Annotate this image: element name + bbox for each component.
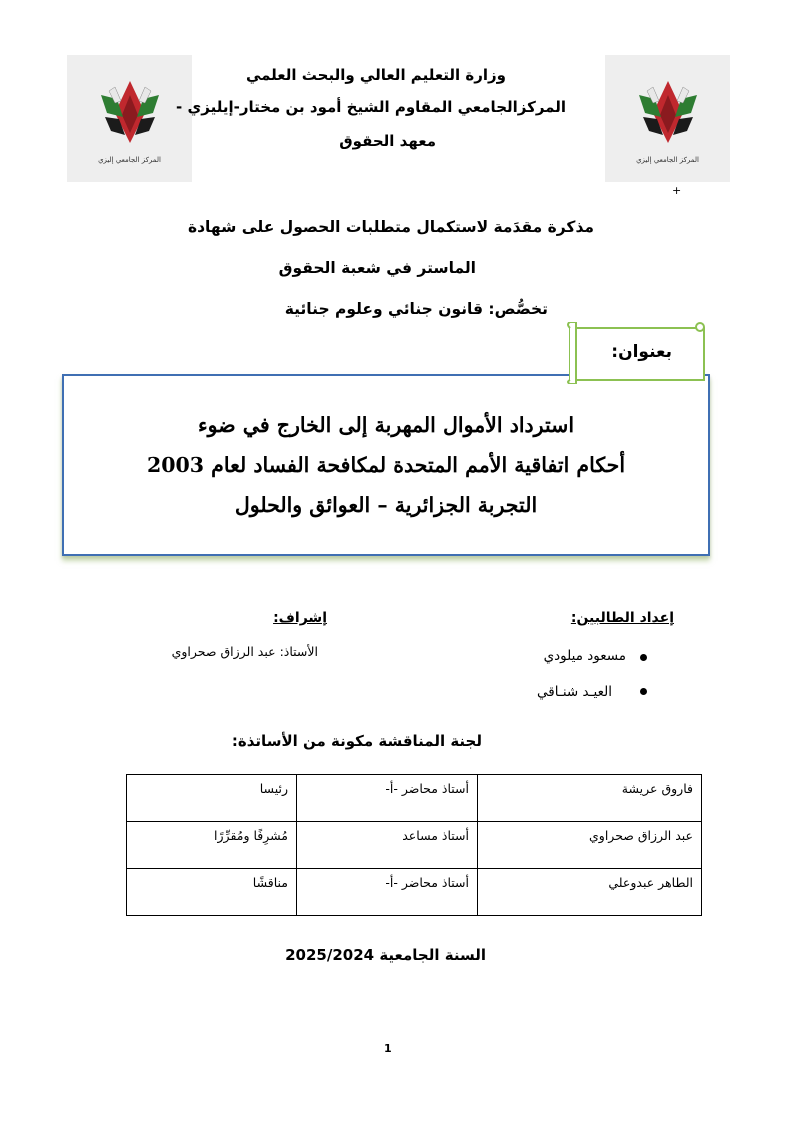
member-role: مُشرِفًا ومُقرِّرًا [127, 822, 297, 869]
university-name: المركزالجامعي المقاوم الشيخ أمود بن مختار-إيليزي - [176, 98, 566, 116]
member-rank: أستاذ محاضر -أ- [297, 775, 478, 822]
students-label: إعداد الطالبين: [570, 610, 674, 626]
title-line-3: التجربة الجزائرية – العوائق والحلول [234, 493, 538, 517]
member-name: عبد الرزاق صحراوي [478, 822, 702, 869]
university-emblem-icon [95, 73, 165, 153]
logo-caption: المركز الجامعي إليزي [98, 156, 161, 164]
member-rank: أستاذ مساعد [297, 822, 478, 869]
title-box [62, 374, 710, 556]
logo-caption: المركز الجامعي إليزي [636, 156, 699, 164]
title-line-1: استرداد الأموال المهربة إلى الخارج في ضوء [197, 413, 575, 437]
bullet-icon [640, 654, 647, 661]
certificate-purpose: مذكرة مقدَمة لاستكمال متطلبات الحصول على شهادة [187, 218, 594, 236]
specialization-line: تخصُّص: قانون جنائي وعلوم جنائية [284, 300, 548, 318]
member-role: رئيسا [127, 775, 297, 822]
institute-name: معهد الحقوق [339, 132, 436, 150]
logo-right [605, 55, 730, 182]
plus-mark: + [672, 184, 682, 197]
title-label-scroll [564, 322, 706, 384]
committee-table [126, 774, 702, 916]
member-name: فاروق عريشة [478, 775, 702, 822]
bullet-icon [640, 688, 647, 695]
committee-heading: لجنة المناقشة مكونة من الأساتذة: [231, 732, 482, 750]
degree-line: الماستر في شعبة الحقوق [278, 259, 476, 277]
supervision-label: إشراف: [273, 610, 327, 626]
university-emblem-icon [633, 73, 703, 153]
title-label: بعنوان: [611, 342, 672, 362]
member-role: مناقشًا [127, 869, 297, 916]
student-name-1: مسعود ميلودي [543, 648, 626, 664]
ministry-name: وزارة التعليم العالي والبحث العلمي [245, 66, 506, 84]
table-row [127, 822, 702, 869]
table-row [127, 775, 702, 822]
member-rank: أستاذ محاضر -أ- [297, 869, 478, 916]
table-row [127, 869, 702, 916]
student-name-2: العيـد شنـاقي [537, 684, 612, 700]
logo-left [67, 55, 192, 182]
academic-year: السنة الجامعية 2025/2024 [285, 946, 486, 964]
page-number: 1 [384, 1042, 392, 1055]
supervisor-name: الأستاذ: عبد الرزاق صحراوي [171, 644, 318, 659]
member-name: الطاهر عبدوعلي [478, 869, 702, 916]
title-line-2: أحكام اتفاقية الأمم المتحدة لمكافحة الفساد لعام 2003 [146, 453, 626, 477]
